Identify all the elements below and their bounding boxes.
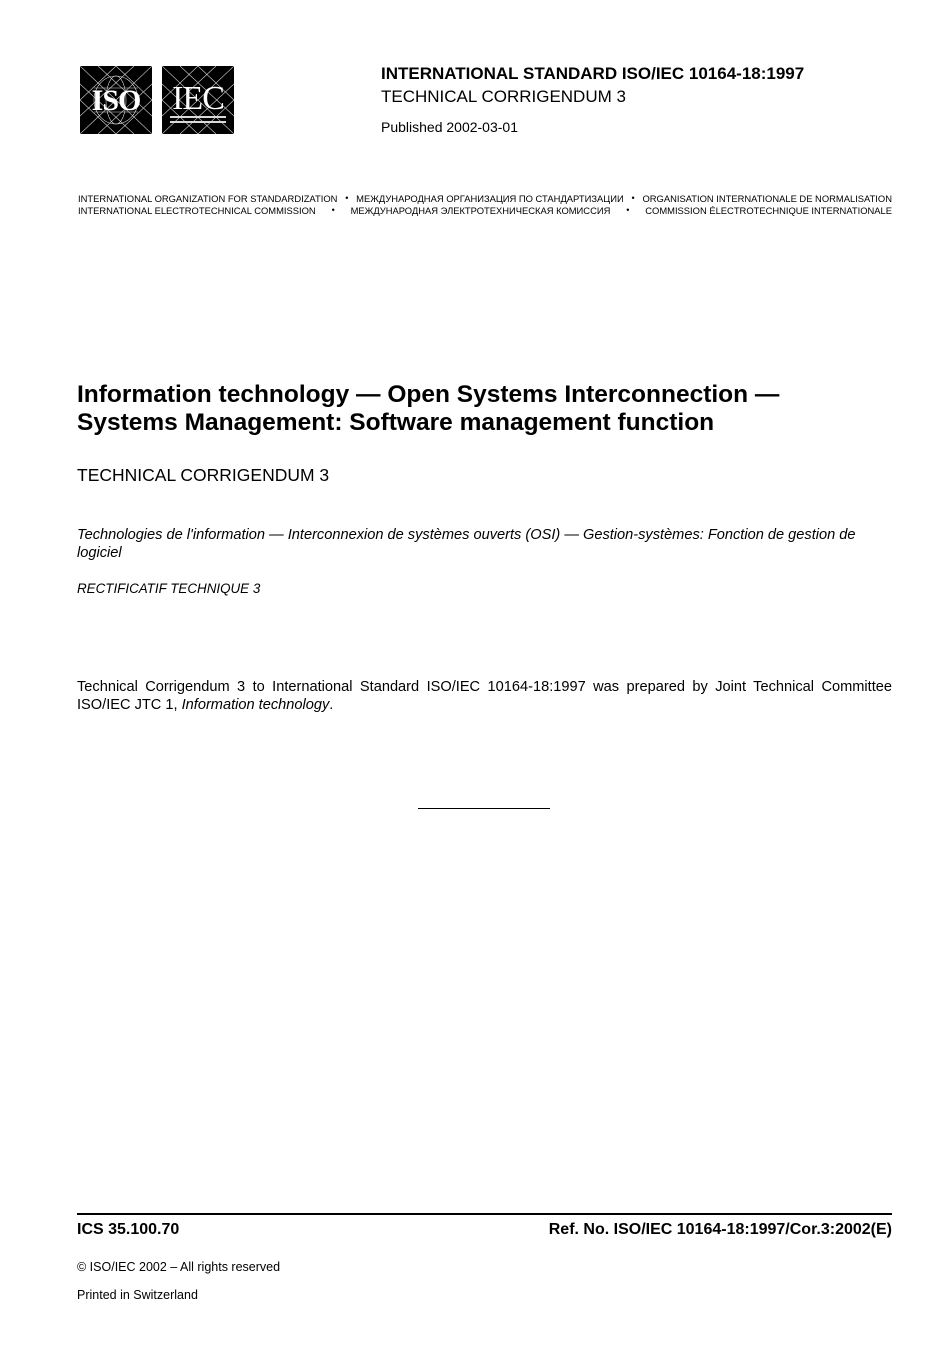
ics-code: ICS 35.100.70: [77, 1221, 180, 1238]
org-iec-ru: МЕЖДУНАРОДНАЯ ЭЛЕКТРОТЕХНИЧЕСКАЯ КОМИССИЯ: [350, 205, 611, 216]
document-title: [77, 381, 897, 437]
document-title-line-2: Systems Management: Software management function: [77, 409, 715, 436]
foreword-committee-title: Information technology: [181, 697, 330, 713]
org-iec-en: INTERNATIONAL ELECTROTECHNICAL COMMISSION: [78, 205, 316, 216]
bullet-separator: •: [331, 205, 335, 215]
iso-logo: [80, 66, 152, 134]
corrigendum-label: TECHNICAL CORRIGENDUM 3: [381, 87, 626, 106]
copyright-notice: © ISO/IEC 2002 – All rights reserved: [77, 1260, 281, 1274]
iec-logo: [162, 66, 234, 134]
publication-date: Published 2002-03-01: [381, 119, 518, 135]
org-iec-fr: COMMISSION ÉLECTROTECHNIQUE INTERNATIONALE: [645, 205, 892, 216]
foreword-end: .: [329, 697, 334, 713]
document-title-line-1: Information technology — Open Systems Interconnection —: [77, 381, 780, 408]
org-iso-ru: МЕЖДУНАРОДНАЯ ОРГАНИЗАЦИЯ ПО СТАНДАРТИЗАЦИИ: [356, 193, 624, 204]
bullet-separator: •: [626, 205, 630, 215]
french-title: Technologies de l'information — Interconnexion de systèmes ouverts (OSI) — Gestion-systèmes: Fonction de gestion de logiciel: [77, 527, 856, 561]
organizations-line-1: [78, 193, 892, 204]
iec-logo-text: IEC: [172, 80, 224, 117]
separator-line: [418, 808, 550, 809]
org-iso-fr: ORGANISATION INTERNATIONALE DE NORMALISATION: [642, 193, 892, 204]
bullet-separator: •: [345, 193, 349, 203]
title-corrigendum: TECHNICAL CORRIGENDUM 3: [77, 465, 330, 485]
reference-number: Ref. No. ISO/IEC 10164-18:1997/Cor.3:2002(E): [548, 1221, 892, 1238]
organizations-line-2: [78, 205, 892, 216]
bullet-separator: •: [631, 193, 635, 203]
printed-location: Printed in Switzerland: [77, 1288, 198, 1302]
standard-number: INTERNATIONAL STANDARD ISO/IEC 10164-18:1997: [381, 64, 805, 83]
foreword-text: Technical Corrigendum 3 to International Standard ISO/IEC 10164-18:1997 was prepared by Joint Technical Committee ISO/IEC JTC 1,: [77, 679, 892, 713]
footer-rule: [77, 1213, 892, 1215]
foreword-paragraph: [77, 678, 892, 714]
org-iso-en: INTERNATIONAL ORGANIZATION FOR STANDARDIZATION: [78, 193, 338, 204]
french-corrigendum: RECTIFICATIF TECHNIQUE 3: [77, 581, 261, 596]
iso-logo-text: ISO: [91, 84, 141, 117]
